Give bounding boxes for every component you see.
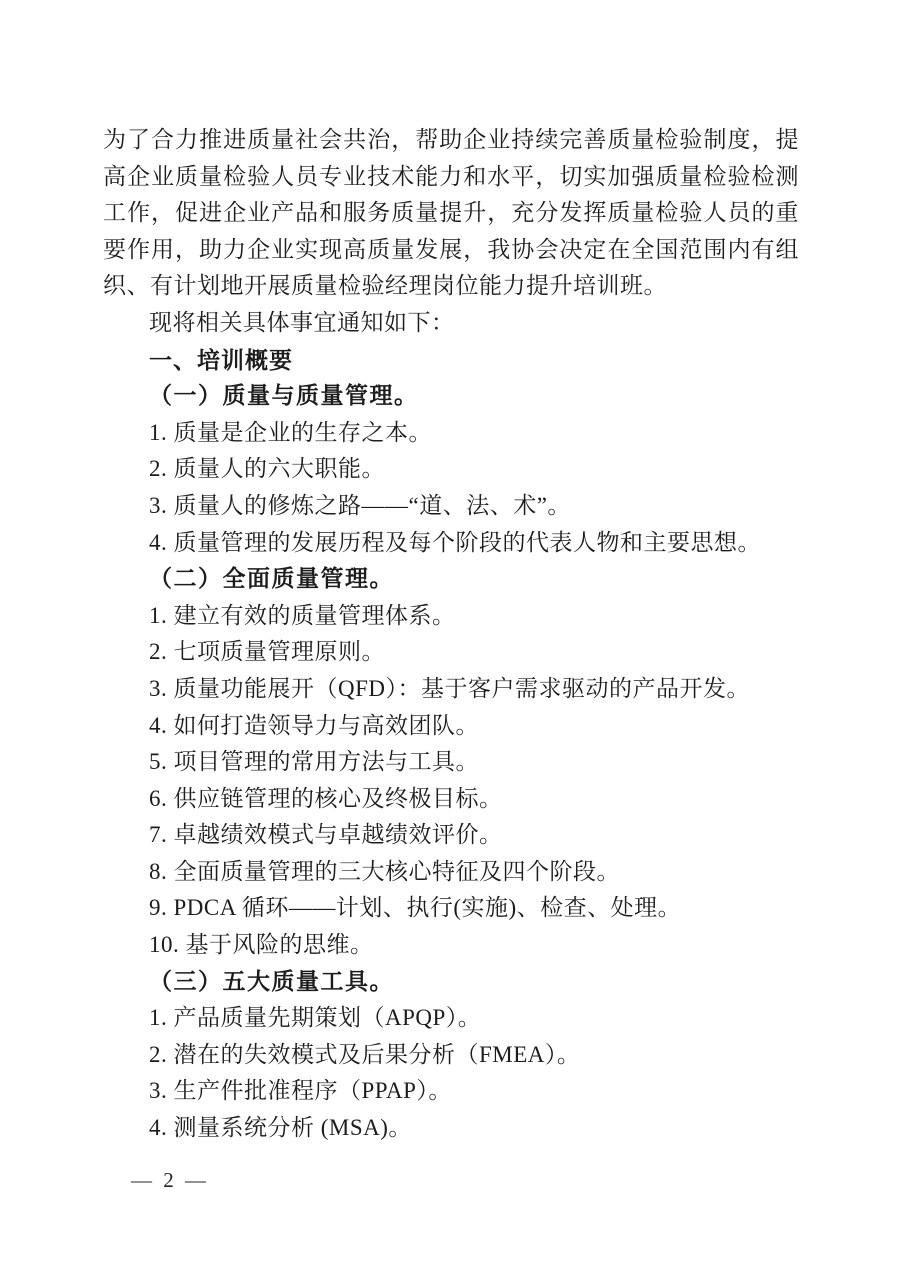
course-item: 2. 七项质量管理原则。 — [149, 639, 385, 665]
course-item: 4. 质量管理的发展历程及每个阶段的代表人物和主要思想。 — [149, 529, 761, 555]
course-item: 3. 质量人的修炼之路——“道、法、术”。 — [149, 492, 571, 518]
course-item: 6. 供应链管理的核心及终极目标。 — [149, 785, 503, 811]
course-item: 10. 基于风险的思维。 — [149, 932, 374, 958]
course-item: 4. 测量系统分析 (MSA)。 — [149, 1115, 412, 1141]
section-heading-training-overview: 一、培训概要 — [149, 346, 293, 373]
subsection-3-heading: （三）五大质量工具。 — [149, 968, 394, 994]
course-item: 1. 质量是企业的生存之本。 — [149, 419, 432, 445]
course-item: 1. 建立有效的质量管理体系。 — [149, 602, 456, 628]
course-item: 1. 产品质量先期策划（APQP）。 — [149, 1005, 482, 1031]
subsection-1-heading: （一）质量与质量管理。 — [149, 383, 419, 409]
course-item: 5. 项目管理的常用方法与工具。 — [149, 749, 479, 775]
course-item: 2. 质量人的六大职能。 — [149, 456, 385, 482]
document-body — [103, 122, 799, 1147]
course-item: 8. 全面质量管理的三大核心特征及四个阶段。 — [149, 858, 620, 884]
notice-line: 现将相关具体事宜通知如下： — [149, 309, 455, 335]
course-item: 4. 如何打造领导力与高效团队。 — [149, 712, 479, 738]
course-item: 3. 生产件批准程序（PPAP）。 — [149, 1078, 452, 1104]
intro-paragraph: 为了合力推进质量社会共治，帮助企业持续完善质量检验制度，提高企业质量检验人员专业技术能力和水平，切实加强质量检验检测工作，促进企业产品和服务质量提升，充分发挥质量检验人员的重要作用，助力企业实现高质量发展，我协会决定在全国范围内有组织、有计划地开展质量检验经理岗位能力提升培训班。 — [103, 127, 799, 299]
course-item: 9. PDCA 循环——计划、执行(实施)、检查、处理。 — [149, 895, 682, 921]
course-item: 2. 潜在的失效模式及后果分析（FMEA）。 — [149, 1041, 581, 1067]
page-number: — 2 — — [131, 1168, 209, 1192]
course-item: 3. 质量功能展开（QFD）：基于客户需求驱动的产品开发。 — [149, 675, 751, 701]
subsection-2-heading: （二）全面质量管理。 — [149, 566, 394, 592]
course-item: 7. 卓越绩效模式与卓越绩效评价。 — [149, 822, 503, 848]
